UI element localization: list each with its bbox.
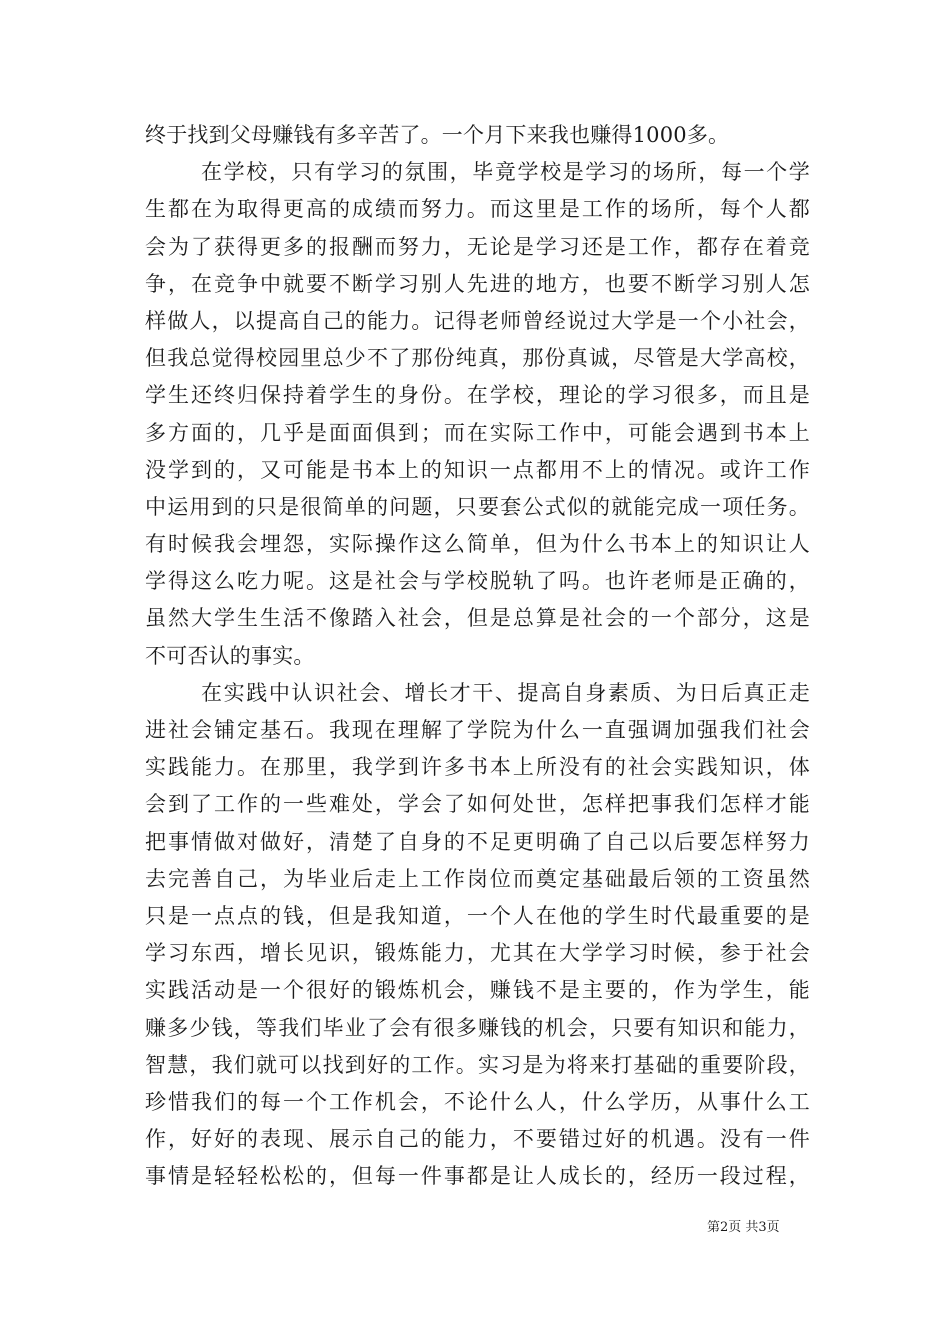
text-line: 没学到的，又可能是书本上的知识一点都用不上的情况。或许工作 <box>145 457 810 482</box>
text-line: 多方面的，几乎是面面俱到；而在实际工作中，可能会遇到书本上 <box>145 420 810 445</box>
text-line: 中运用到的只是很简单的问题，只要套公式似的就能完成一项任务。 <box>145 494 810 519</box>
text-line: 在实践中认识社会、增长才干、提高自身素质、为日后真正走 <box>201 680 810 705</box>
text-line: 进社会铺定基石。我现在理解了学院为什么一直强调加强我们社会 <box>145 718 810 742</box>
text-line: 生都在为取得更高的成绩而努力。而这里是工作的场所，每个人都 <box>145 197 810 222</box>
text-line: 样做人，以提高自己的能力。记得老师曾经说过大学是一个小社会， <box>145 308 810 333</box>
text-line: 争，在竞争中就要不断学习别人先进的地方，也要不断学习别人怎 <box>145 271 810 296</box>
text-line: 会为了获得更多的报酬而努力，无论是学习还是工作，都存在着竞 <box>145 234 810 259</box>
text-line: 学习东西，增长见识，锻炼能力，尤其在大学学习时候，参于社会 <box>145 941 810 966</box>
text-line: 虽然大学生生活不像踏入社会，但是总算是社会的一个部分，这是 <box>145 606 810 631</box>
text-line: 学得这么吃力呢。这是社会与学校脱轨了吗。也许老师是正确的， <box>145 569 810 594</box>
text-line: 会到了工作的一些难处，学会了如何处世，怎样把事我们怎样才能 <box>145 792 810 817</box>
text-line: 只是一点点的钱，但是我知道，一个人在他的学生时代最重要的是 <box>145 903 810 928</box>
text-line: 事情是轻轻松松的，但每一件事都是让人成长的，经历一段过程， <box>145 1164 810 1189</box>
text-line: 智慧，我们就可以找到好的工作。实习是为将来打基础的重要阶段， <box>145 1052 810 1077</box>
text-line: 实践活动是一个很好的锻炼机会，赚钱不是主要的，作为学生，能 <box>145 978 810 1003</box>
text-line: 实践能力。在那里，我学到许多书本上所没有的社会实践知识，体 <box>145 755 810 780</box>
text-line: 珍惜我们的每一个工作机会，不论什么人，什么学历，从事什么工 <box>145 1089 810 1114</box>
text-line: 终于找到父母赚钱有多辛苦了。一个月下来我也赚得1000多。 <box>145 123 730 147</box>
text-line: 去完善自己，为毕业后走上工作岗位而奠定基础最后领的工资虽然 <box>145 866 810 891</box>
text-line: 在学校，只有学习的氛围，毕竟学校是学习的场所，每一个学 <box>201 160 810 185</box>
text-line: 赚多少钱，等我们毕业了会有很多赚钱的机会，只要有知识和能力， <box>145 1015 810 1040</box>
text-line: 学生还终归保持着学生的身份。在学校，理论的学习很多，而且是 <box>145 383 810 408</box>
body-text <box>145 117 810 1195</box>
text-line: 但我总觉得校园里总少不了那份纯真，那份真诚，尽管是大学高校， <box>145 346 810 371</box>
page-number-footer: 第2页 共3页 <box>707 1220 780 1235</box>
text-line: 不可否认的事实。 <box>145 643 315 668</box>
text-line: 作，好好的表现、展示自己的能力，不要错过好的机遇。没有一件 <box>145 1127 810 1152</box>
text-line: 有时候我会埋怨，实际操作这么简单，但为什么书本上的知识让人 <box>145 532 810 557</box>
text-line: 把事情做对做好，清楚了自身的不足更明确了自己以后要怎样努力 <box>145 829 810 854</box>
